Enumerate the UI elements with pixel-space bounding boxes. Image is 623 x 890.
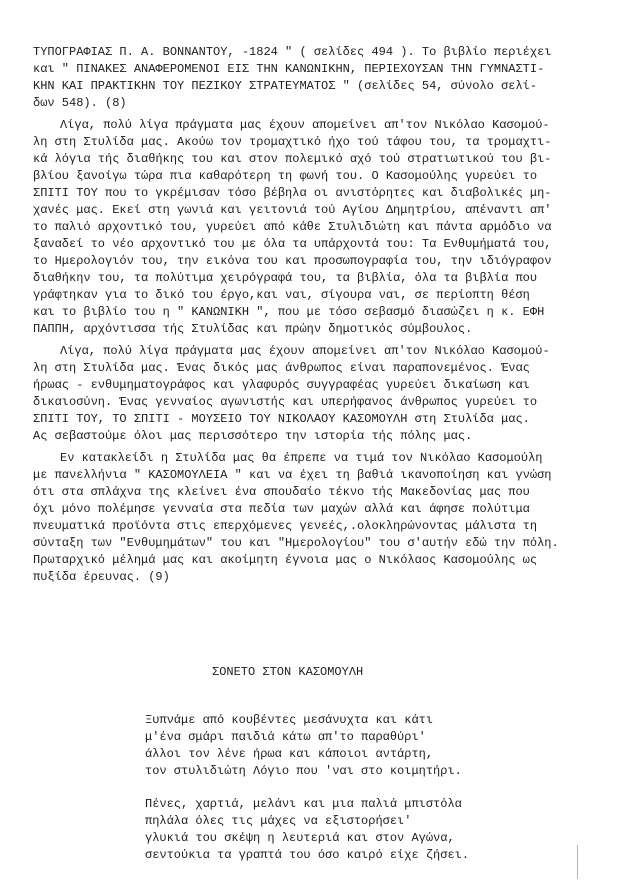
- page-mark: [577, 845, 578, 879]
- poem-line: μ'ένα σμάρι παιδιά κάτω απ'το παραθύρι': [145, 730, 426, 744]
- poem-line: Ξυπνάμε από κουβέντες μεσάνυχτα και κάτι: [145, 713, 434, 727]
- text-line: κά λόγια τής διαθήκης του και στον πολεμικό αχό τού στρατιωτικού του βι-: [33, 152, 552, 166]
- text-line: ΚΗΝ ΚΑΙ ΠΡΑΚΤΙΚΗΝ ΤΟΥ ΠΕΖΙΚΟΥ ΣΤΡΑΤΕΥΜΑΤΟΣ " (σελίδες 54, σύνολο σελί-: [33, 79, 538, 93]
- text-line: ξαναδεί το νέο αρχοντικό του με όλα τα υπάρχοντά του: Τα Ενθυμήματά του,: [33, 237, 552, 251]
- text-line: δων 548). (8): [33, 96, 127, 110]
- text-line: βλίου ξανοίγω τώρα πια καθαρότερη τη φωνή του. Ο Κασομούλης γυρεύει το: [33, 169, 538, 183]
- text-line: δικαιοσύνη. Ένας γενναίος αγωνιστής και υπερήφανος άνθρωπος γυρεύει το: [33, 395, 538, 409]
- poem-line: άλλοι τον λένε ήρωα και κάποιοι αντάρτη,: [145, 747, 434, 761]
- text-line: γράφτηκαν για το δικό του έργο,και ναι, σίγουρα ναι, σε περίοπτη θέση: [33, 288, 530, 302]
- text-line: το παλιό αρχοντικό του, γυρεύει από κάθε Στυλιδιώτη και πάντα αρμόδιο να: [33, 220, 552, 234]
- poem-title: ΣΟΝΕΤΟ ΣΤΟΝ ΚΑΣΟΜΟΥΛΗ: [212, 665, 364, 679]
- text-line: ΤΥΠΟΓΡΑΦΙΑΣ Π. Α. ΒΟΝΝΑΝΤΟΥ, -1824 " ( σελίδες 494 ). Το βιβλίο περιέχει: [33, 45, 552, 59]
- text-line: χανές μας. Εκεί στη γωνιά και γειτονιά τού Αγίου Δημητρίου, απέναντι απ': [33, 203, 552, 217]
- text-line: με πανελλήνια " ΚΑΣΟΜΟΥΛΕΙΑ " και να έχει τη βαθιά ικανοποίηση και γνώση: [33, 468, 552, 482]
- poem-line: γλυκιά του σκέψη η λευτεριά και στον Αγώνα,: [145, 831, 455, 845]
- text-line: Λίγα, πολύ λίγα πράγματα μας έχουν απομείνει απ'τον Νικόλαο Κασομού-: [60, 118, 550, 132]
- text-line: λη στη Στυλίδα μας. Ένας δικός μας άνθρωπος είναι παραπονεμένος. Ένας: [33, 361, 530, 375]
- text-line: Ας σεβαστούμε όλοι μας περισσότερο την ιστορία τής πόλης μας.: [33, 429, 473, 443]
- text-line: ΠΑΠΠΗ, αρχόντισσα τής Στυλίδας και πρώην δημοτικός σύμβουλος.: [33, 322, 473, 336]
- text-line: Εν κατακλείδι η Στυλίδα μας θα έπρεπε να τιμά τον Νικόλαο Κασομούλη: [60, 451, 543, 465]
- text-line: ΣΠΙΤΙ ΤΟΥ, ΤΟ ΣΠΙΤΙ - ΜΟΥΣΕΙΟ ΤΟΥ ΝΙΚΟΛΑΟΥ ΚΑΣΟΜΟΥΛΗ στη Στυλίδα μας.: [33, 412, 530, 426]
- text-line: και το βιβλίο του η " ΚΑΝΩΝΙΚΗ ", που με τόσο σεβασμό διασώζει η κ. ΕΦΗ: [33, 305, 545, 319]
- text-line: πνευματικά προϊόντα στις επερχόμενες γενεές,.ολοκληρώνοντας μάλιστα τη: [33, 519, 538, 533]
- text-line: το Ημερολογιόν του, την εικόνα του και προσωπογραφία του, την ιδιόγραφον: [33, 254, 552, 268]
- text-line: ότι στα σπλάχνα της κλείνει ένα σπουδαίο τέκνο τής Μακεδονίας μας που: [33, 485, 530, 499]
- text-line: όχι μόνο πολέμησε γενναία στα πεδία των μαχών αλλά και άφησε πολύτιμα: [33, 502, 530, 516]
- text-line: ήρωας - ενθυμηματογράφος και γλαφυρός συγγραφέας γυρεύει δικαίωση και: [33, 378, 530, 392]
- text-line: και " ΠΙΝΑΚΕΣ ΑΝΑΦΕΡΟΜΕΝΟΙ ΕΙΣ ΤΗΝ ΚΑΝΩΝΙΚΗΝ, ΠΕΡΙΕΧΟΥΣΑΝ ΤΗΝ ΓΥΜΝΑΣΤΙ-: [33, 62, 545, 76]
- poem-line: πηλάλα όλες τις μάχες να εξιστορήσει': [145, 814, 412, 828]
- text-line: λη στη Στυλίδα μας. Ακούω τον τρομαχτικό ήχο τού τάφου του, τα τρομαχτι-: [33, 135, 552, 149]
- poem-line: σεντούκια τα γραπτά του όσο καιρό είχε ζήσει.: [145, 848, 470, 862]
- text-line: σύνταξη των "Ενθυμημάτων" του και "Ημερολογίου" του σ'αυτήν εδώ την πόλη.: [33, 536, 559, 550]
- poem-line: τον στυλιδιώτη Λόγιο που 'ναι στο κοιμητήρι.: [145, 764, 462, 778]
- text-line: Πρωταρχικό μέλημά μας και ακοίμητη έγνοια μας ο Νικόλαος Κασομούλης ως: [33, 553, 538, 567]
- text-line: πυξίδα έρευνας. (9): [33, 570, 170, 584]
- text-line: διαθήκην του, τα πολύτιμα χειρόγραφά του, τα βιβλία, όλα τα βιβλία που: [33, 271, 538, 285]
- text-line: Λίγα, πολύ λίγα πράγματα μας έχουν απομείνει απ'τον Νικόλαο Κασομού-: [60, 344, 550, 358]
- text-line: ΣΠΙΤΙ ΤΟΥ που το γκρέμισαν τόσο βέβηλα οι ανιστόρητες και διαβολικές μη-: [33, 186, 552, 200]
- poem-line: Πένες, χαρτιά, μελάνι και μια παλιά μπιστόλα: [145, 797, 462, 811]
